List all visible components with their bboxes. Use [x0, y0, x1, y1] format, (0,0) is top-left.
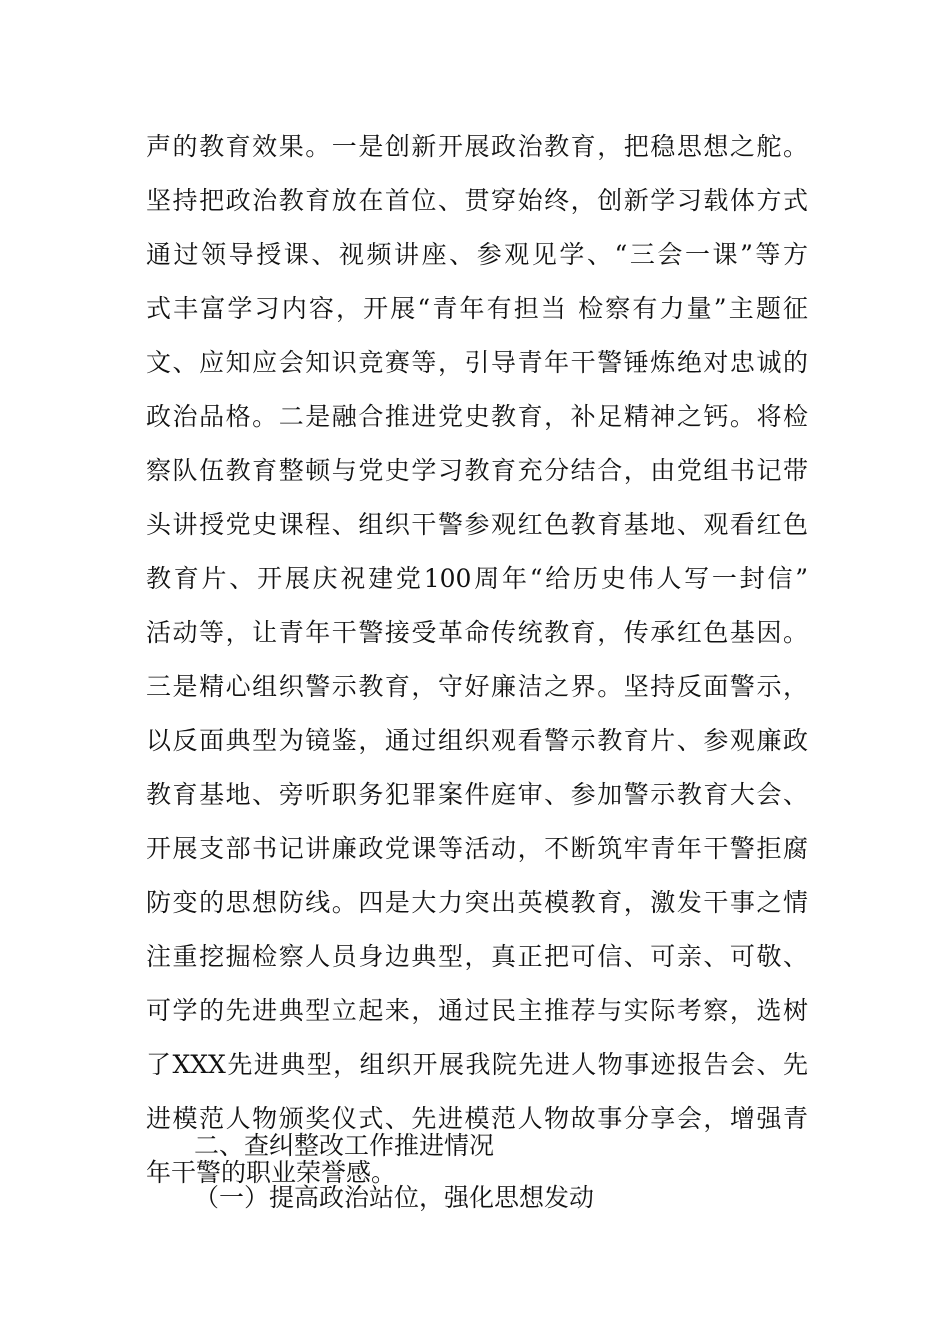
- paragraph-line: 教育基地、旁听职务犯罪案件庭审、参加警示教育大会、: [146, 780, 808, 809]
- paragraph-line: 声的教育效果。一是创新开展政治教育，把稳思想之舵。: [146, 132, 808, 161]
- paragraph-line: 以反面典型为镜鉴，通过组织观看警示教育片、参观廉政: [146, 726, 808, 755]
- subsection-heading: （一）提高政治站位，强化思想发动: [194, 1183, 595, 1212]
- paragraph-line: 了XXX先进典型，组织开展我院先进人物事迹报告会、先: [146, 1050, 808, 1079]
- paragraph-line: 通过领导授课、视频讲座、参观见学、“三会一课”等方: [146, 240, 808, 269]
- paragraph-line: 三是精心组织警示教育，守好廉洁之界。坚持反面警示，: [146, 672, 808, 701]
- paragraph-line: 注重挖掘检察人员身边典型，真正把可信、可亲、可敬、: [146, 942, 808, 971]
- paragraph-line: 进模范人物颁奖仪式、先进模范人物故事分享会，增强青: [146, 1104, 808, 1133]
- paragraph-line: 文、应知应会知识竞赛等，引导青年干警锤炼绝对忠诚的: [146, 348, 808, 377]
- paragraph-line: 活动等，让青年干警接受革命传统教育，传承红色基因。: [146, 618, 808, 647]
- paragraph-line: 年干警的职业荣誉感。: [146, 1158, 397, 1187]
- section-heading: 二、查纠整改工作推进情况: [194, 1131, 495, 1160]
- paragraph-line: 开展支部书记讲廉政党课等活动，不断筑牢青年干警拒腐: [146, 834, 808, 863]
- paragraph-line: 教育片、开展庆祝建党100周年“给历史伟人写一封信”: [146, 564, 808, 593]
- paragraph-line: 坚持把政治教育放在首位、贯穿始终，创新学习载体方式: [146, 186, 808, 215]
- body-paragraph: [146, 120, 808, 1200]
- paragraph-line: 政治品格。二是融合推进党史教育，补足精神之钙。将检: [146, 402, 808, 431]
- paragraph-line: 可学的先进典型立起来，通过民主推荐与实际考察，选树: [146, 996, 808, 1025]
- paragraph-line: 防变的思想防线。四是大力突出英模教育，激发干事之情: [146, 888, 808, 917]
- paragraph-line: 式丰富学习内容，开展“青年有担当 检察有力量”主题征: [146, 294, 808, 323]
- paragraph-line: 察队伍教育整顿与党史学习教育充分结合，由党组书记带: [146, 456, 808, 485]
- paragraph-line: 头讲授党史课程、组织干警参观红色教育基地、观看红色: [146, 510, 808, 539]
